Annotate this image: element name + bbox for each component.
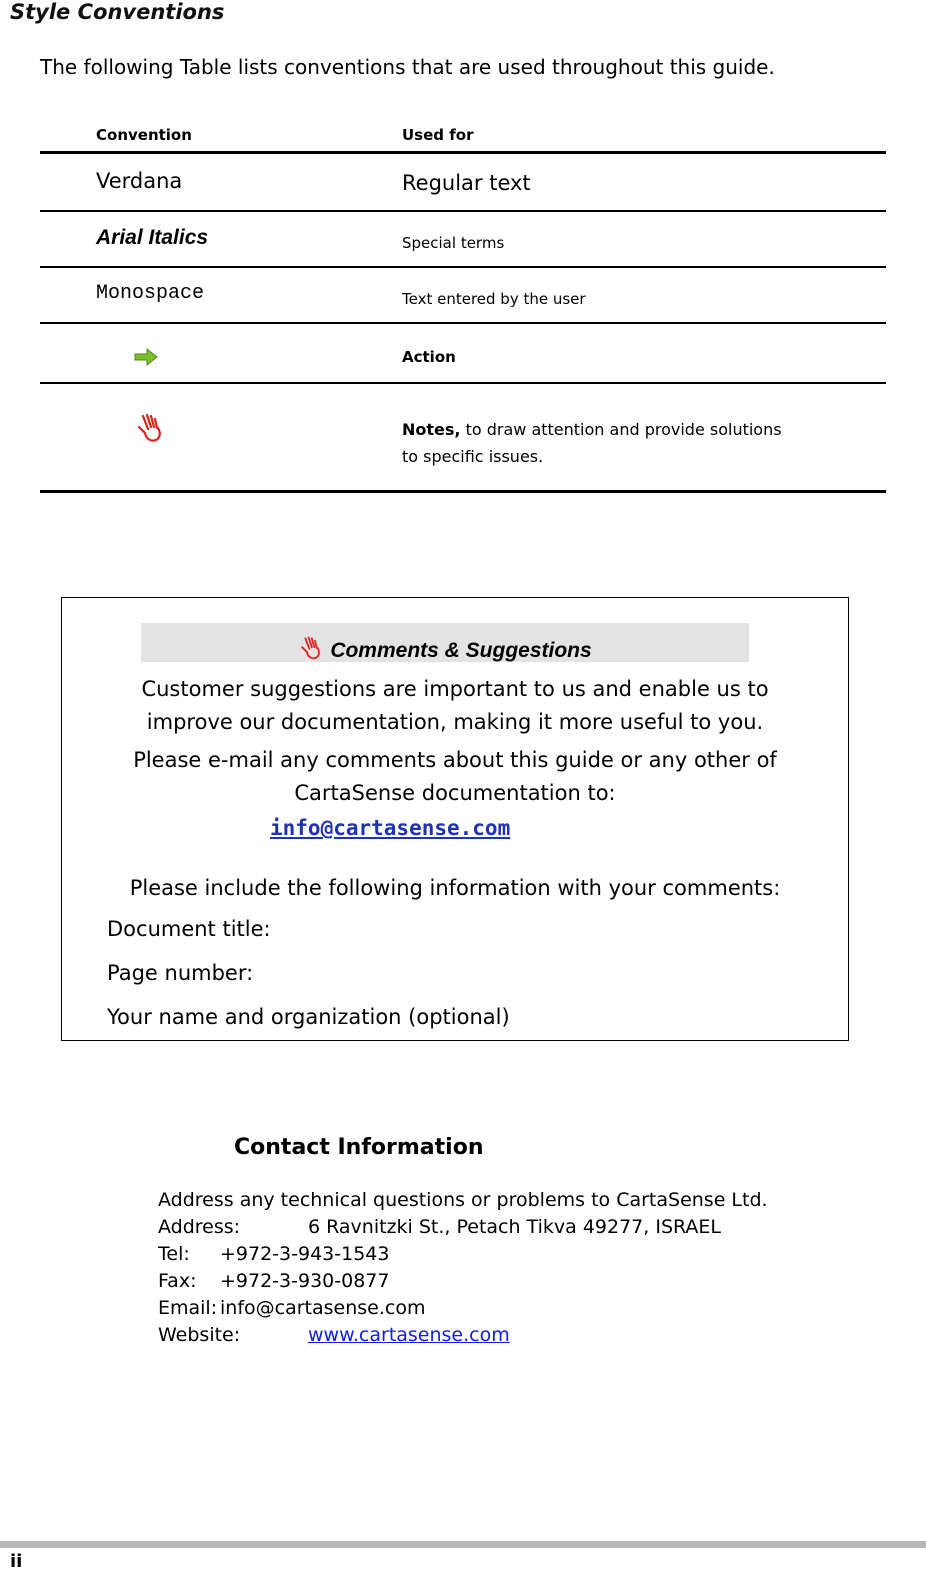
fax-value: +972-3-930-0877	[220, 1270, 390, 1292]
contact-title: Contact Information	[234, 1135, 484, 1160]
comments-title-bar	[141, 623, 749, 662]
row-divider	[40, 210, 886, 212]
info-item-document-title: Document title:	[107, 917, 271, 941]
header-used-for: Used for	[402, 126, 474, 144]
comments-para1-line1: Customer suggestions are important to us and enable us to	[141, 677, 769, 701]
fax-label: Fax:	[158, 1270, 197, 1292]
info-item-page-number: Page number:	[107, 961, 254, 985]
contact-tel-row	[158, 1243, 558, 1265]
row-divider	[40, 382, 886, 384]
contact-intro: Address any technical questions or problems to CartaSense Ltd.	[158, 1189, 768, 1211]
convention-verdana: Verdana	[96, 169, 183, 193]
email-value: info@cartasense.com	[220, 1297, 426, 1319]
table-bottom-rule	[40, 490, 886, 493]
header-convention: Convention	[96, 126, 192, 144]
comments-para2	[61, 744, 849, 810]
contact-email-row	[158, 1297, 558, 1319]
website-label: Website:	[158, 1324, 241, 1346]
contact-address-row	[158, 1216, 858, 1238]
used-for-regular: Regular text	[402, 171, 531, 195]
comments-para1-line2: improve our documentation, making it more useful to you.	[146, 710, 764, 734]
email-label: Email:	[158, 1297, 218, 1319]
footer-rule	[0, 1541, 926, 1548]
comments-para3: Please include the following information with your comments:	[129, 876, 781, 900]
table-top-rule	[40, 151, 886, 154]
intro-text: The following Table lists conventions that are used throughout this guide.	[40, 55, 775, 79]
notes-text: to draw attention and provide solutions	[465, 420, 782, 439]
row-divider	[40, 322, 886, 324]
used-for-special: Special terms	[402, 234, 505, 252]
pointing-hand-icon	[136, 412, 164, 444]
notes-text-line2: to specific issues.	[402, 447, 544, 466]
right-arrow-icon	[133, 347, 159, 367]
used-for-action: Action	[402, 348, 456, 366]
comments-email-link[interactable]: info@cartasense.com	[270, 816, 511, 840]
tel-value: +972-3-943-1543	[220, 1243, 390, 1265]
contact-fax-row	[158, 1270, 558, 1292]
tel-label: Tel:	[158, 1243, 190, 1265]
comments-para2-line1: Please e-mail any comments about this guide or any other of	[133, 748, 777, 772]
pointing-hand-icon	[298, 635, 324, 661]
comments-title	[141, 635, 749, 663]
section-title: Style Conventions	[10, 0, 225, 24]
convention-arial-italics: Arial Italics	[96, 226, 209, 249]
row-divider	[40, 266, 886, 268]
comments-para1	[61, 673, 849, 739]
info-item-name-org: Your name and organization (optional)	[107, 1005, 510, 1029]
website-link[interactable]: www.cartasense.com	[308, 1324, 510, 1346]
address-value: 6 Ravnitzki St., Petach Tikva 49277, ISRAEL	[308, 1216, 722, 1238]
notes-bold-label: Notes,	[402, 420, 461, 439]
comments-title-text: Comments & Suggestions	[330, 639, 592, 662]
convention-monospace: Monospace	[96, 282, 205, 305]
address-label: Address:	[158, 1216, 241, 1238]
page-number: ii	[10, 1551, 23, 1572]
comments-para2-line2: CartaSense documentation to:	[294, 781, 616, 805]
used-for-user-text: Text entered by the user	[402, 290, 586, 308]
contact-website-row	[158, 1324, 658, 1346]
used-for-notes	[402, 416, 782, 470]
